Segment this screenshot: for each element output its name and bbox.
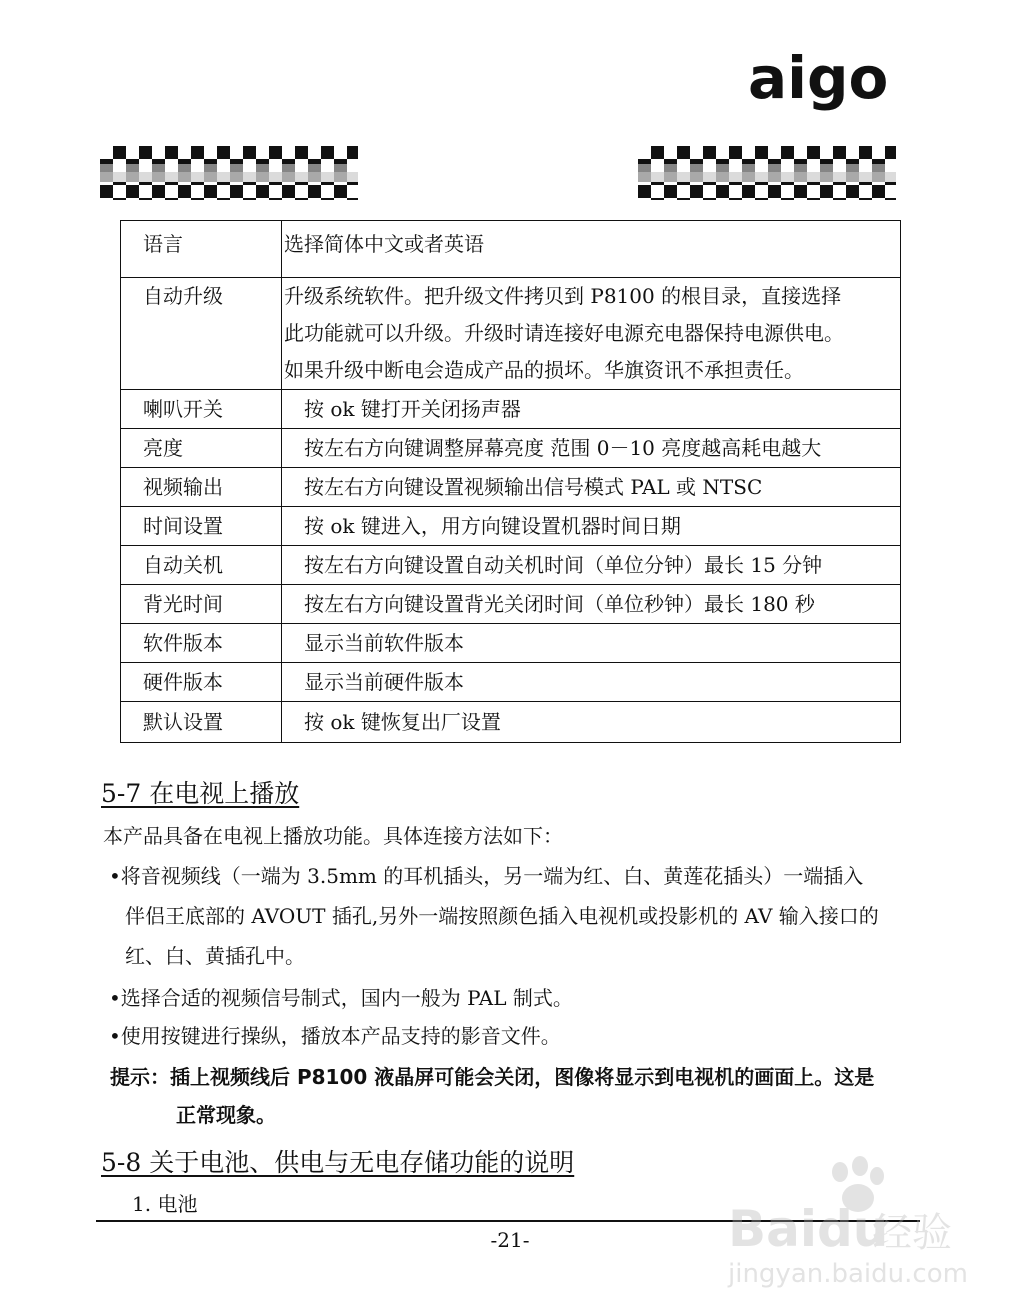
logo-text: aigo xyxy=(748,50,888,112)
setting-desc: 按 ok 键进入，用方向键设置机器时间日期 xyxy=(282,507,901,546)
setting-desc: 按左右方向键调整屏幕亮度 范围 0－10 亮度越高耗电越大 xyxy=(282,429,901,468)
table-row xyxy=(121,702,901,743)
setting-name: 自动关机 xyxy=(121,546,282,585)
table-row xyxy=(121,624,901,663)
setting-desc: 按左右方向键设置背光关闭时间（单位秒钟）最长 180 秒 xyxy=(282,585,901,624)
table-row xyxy=(121,585,901,624)
setting-name: 自动升级 xyxy=(121,278,282,390)
bullet-line: 红、白、黄插孔中。 xyxy=(125,944,305,968)
setting-name: 时间设置 xyxy=(121,507,282,546)
setting-name: 语言 xyxy=(121,221,282,278)
setting-name: 默认设置 xyxy=(121,702,282,743)
desc-line: 此功能就可以升级。升级时请连接好电源充电器保持电源供电。 xyxy=(284,321,844,345)
bullet-line: •使用按键进行操纵，播放本产品支持的影音文件。 xyxy=(109,1024,561,1048)
setting-desc: 显示当前软件版本 xyxy=(282,624,901,663)
bullet-line: •将音视频线（一端为 3.5mm 的耳机插头，另一端为红、白、黄莲花插头）一端插入 xyxy=(109,864,864,888)
table-row xyxy=(121,546,901,585)
setting-desc xyxy=(282,278,901,390)
section-heading-5-8: 5-8 关于电池、供电与无电存储功能的说明 xyxy=(101,1148,575,1177)
setting-name: 硬件版本 xyxy=(121,663,282,702)
watermark-label: 经验 xyxy=(872,1210,952,1256)
table-row xyxy=(121,278,901,390)
tip-line: 提示：插上视频线后 P8100 液晶屏可能会关闭，图像将显示到电视机的画面上。这是 xyxy=(110,1065,875,1089)
setting-name: 亮度 xyxy=(121,429,282,468)
tip-line: 正常现象。 xyxy=(176,1103,276,1127)
setting-desc: 选择简体中文或者英语 xyxy=(282,221,901,278)
bullet-line: •选择合适的视频信号制式，国内一般为 PAL 制式。 xyxy=(109,986,573,1010)
setting-desc: 按左右方向键设置自动关机时间（单位分钟）最长 15 分钟 xyxy=(282,546,901,585)
setting-name: 背光时间 xyxy=(121,585,282,624)
settings-table xyxy=(120,220,901,743)
table-row xyxy=(121,390,901,429)
table-row xyxy=(121,429,901,468)
watermark-url: jingyan.baidu.com xyxy=(728,1259,968,1289)
setting-desc: 显示当前硬件版本 xyxy=(282,663,901,702)
table-row xyxy=(121,507,901,546)
table-row xyxy=(121,221,901,278)
table-row xyxy=(121,663,901,702)
page-number: -21- xyxy=(490,1228,530,1252)
aigo-logo xyxy=(748,50,888,140)
setting-name: 喇叭开关 xyxy=(121,390,282,429)
bullet-line: 伴侣王底部的 AVOUT 插孔,另外一端按照颜色插入电视机或投影机的 AV 输入接口的 xyxy=(125,904,879,928)
setting-desc: 按 ok 键打开关闭扬声器 xyxy=(282,390,901,429)
desc-line: 如果升级中断电会造成产品的损坏。华旗资讯不承担责任。 xyxy=(284,358,804,382)
desc-line: 升级系统软件。把升级文件拷贝到 P8100 的根目录，直接选择 xyxy=(284,284,842,308)
setting-name: 视频输出 xyxy=(121,468,282,507)
checker-band-right xyxy=(638,146,896,200)
section-heading-5-7: 5-7 在电视上播放 xyxy=(101,779,300,808)
baidu-watermark xyxy=(722,1150,992,1290)
list-item: 1. 电池 xyxy=(132,1192,198,1216)
section-intro: 本产品具备在电视上播放功能。具体连接方法如下： xyxy=(103,824,563,848)
setting-desc: 按左右方向键设置视频输出信号模式 PAL 或 NTSC xyxy=(282,468,901,507)
setting-desc: 按 ok 键恢复出厂设置 xyxy=(282,702,901,743)
watermark-brand: Baidu xyxy=(728,1200,889,1258)
setting-name: 软件版本 xyxy=(121,624,282,663)
checker-band-left xyxy=(100,146,358,200)
table-row xyxy=(121,468,901,507)
